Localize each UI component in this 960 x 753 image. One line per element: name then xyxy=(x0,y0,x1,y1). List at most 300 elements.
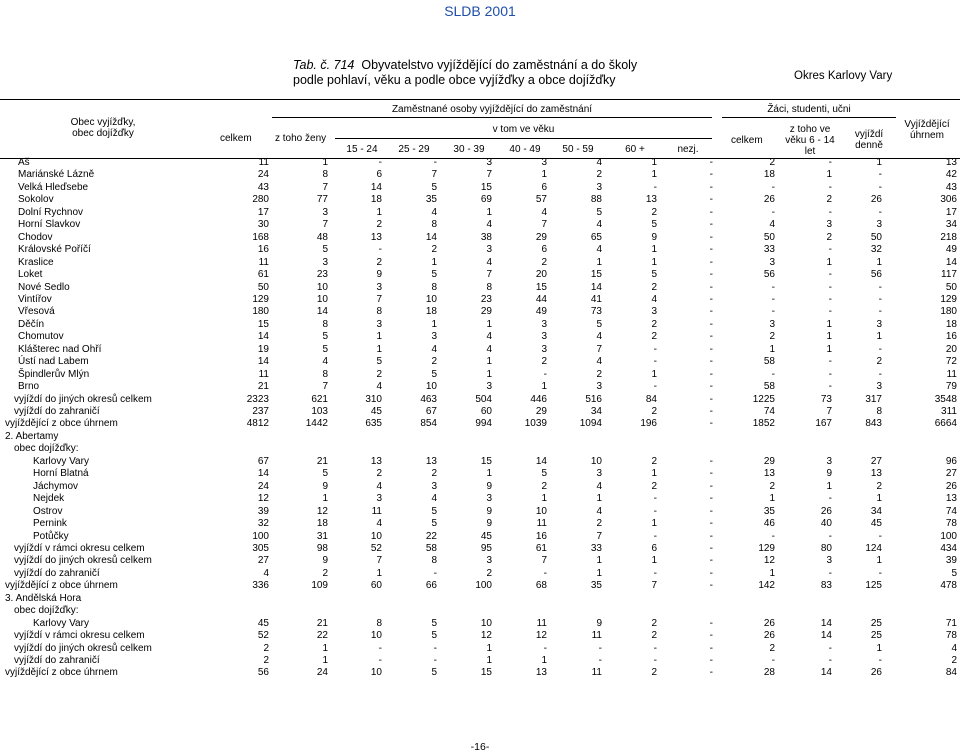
cell-col-11: 2 xyxy=(826,231,832,243)
cell-col-3: 1 xyxy=(376,206,382,218)
cell-col-11: - xyxy=(828,567,832,579)
table-row xyxy=(0,319,960,331)
cell-col-8: 1 xyxy=(651,256,657,268)
cell-col-3: - xyxy=(378,642,382,654)
table-row xyxy=(0,493,960,505)
cell-col-2: 18 xyxy=(316,518,328,530)
table-row xyxy=(0,555,960,567)
cell-col-2: 24 xyxy=(316,667,328,679)
cell-col-4: - xyxy=(433,567,437,579)
cell-col-2: 77 xyxy=(316,194,328,206)
cell-col-3: 18 xyxy=(370,194,382,206)
cell-col-9: - xyxy=(709,480,713,492)
cell-col-2: 1 xyxy=(322,655,328,666)
cell-col-13: 4 xyxy=(951,642,957,654)
cell-col-13: 306 xyxy=(940,194,957,206)
cell-col-7: 88 xyxy=(590,194,602,206)
cell-col-11: 1 xyxy=(826,331,832,343)
cell-col-12: - xyxy=(878,181,882,193)
cell-col-13: 11 xyxy=(946,368,957,380)
cell-col-1: 4812 xyxy=(246,418,269,430)
col-header-celkem: celkem xyxy=(220,133,252,144)
cell-col-8: 1 xyxy=(651,368,657,380)
cell-col-1: 24 xyxy=(257,169,269,181)
cell-col-5: 12 xyxy=(480,630,492,642)
row-label: Kraslice xyxy=(18,256,54,268)
cell-col-5: 994 xyxy=(475,418,492,430)
cell-col-6: 446 xyxy=(530,393,547,405)
cell-col-1: 50 xyxy=(257,281,269,293)
cell-col-10: 33 xyxy=(763,244,775,256)
cell-col-13: 13 xyxy=(945,157,957,168)
cell-col-4: 2 xyxy=(431,468,437,480)
cell-col-4: 35 xyxy=(425,194,437,206)
cell-col-8: 1 xyxy=(651,169,657,181)
cell-col-5: 3 xyxy=(486,493,492,505)
cell-col-13: 2 xyxy=(951,655,957,666)
cell-col-8: - xyxy=(653,356,657,368)
cell-col-6: - xyxy=(543,368,547,380)
cell-col-7: 34 xyxy=(590,406,602,417)
cell-col-1: 15 xyxy=(257,318,269,330)
cell-col-11: 1 xyxy=(826,480,832,492)
cell-col-7: 33 xyxy=(590,542,602,554)
cell-col-1: 16 xyxy=(257,244,269,256)
cell-col-8: 2 xyxy=(651,318,657,330)
cell-col-4: 4 xyxy=(431,493,437,505)
age-25-29: 25 - 29 xyxy=(398,144,430,155)
cell-col-13: 20 xyxy=(945,343,957,355)
cell-col-2: 21 xyxy=(316,617,328,629)
cell-col-12: 26 xyxy=(870,194,882,206)
row-label: Chomutov xyxy=(18,331,64,343)
row-label: Mariánské Lázně xyxy=(18,169,95,181)
cell-col-11: - xyxy=(828,269,832,281)
age-group-header: v tom ve věku xyxy=(492,124,555,135)
cell-col-8: 3 xyxy=(651,306,657,318)
table-row xyxy=(0,194,960,206)
cell-col-10: 50 xyxy=(763,231,775,243)
cell-col-8: 9 xyxy=(651,231,657,243)
cell-col-7: 3 xyxy=(596,468,602,480)
cell-col-6: 20 xyxy=(535,269,547,281)
cell-col-5: 15 xyxy=(480,181,492,193)
cell-col-9: - xyxy=(709,642,713,654)
cell-col-8: - xyxy=(653,655,657,666)
cell-col-11: - xyxy=(828,206,832,218)
cell-col-3: 1 xyxy=(376,331,382,343)
cell-col-2: 22 xyxy=(316,630,328,642)
cell-col-1: 14 xyxy=(257,468,269,480)
cell-col-4: 5 xyxy=(431,269,437,281)
cell-col-7: 1 xyxy=(596,567,602,579)
table-row xyxy=(0,269,960,281)
cell-col-8: 2 xyxy=(651,455,657,467)
cell-col-6: 7 xyxy=(541,555,547,567)
cell-col-7: 2 xyxy=(596,169,602,181)
cell-col-7: 65 xyxy=(590,231,602,243)
cell-col-13: 43 xyxy=(945,181,957,193)
cell-col-10: 1852 xyxy=(752,418,775,430)
cell-col-1: 17 xyxy=(257,206,269,218)
cell-col-2: 1 xyxy=(322,493,328,505)
cell-col-7: 15 xyxy=(590,269,602,281)
row-label: Ústí nad Labem xyxy=(18,356,89,368)
cell-col-7: 7 xyxy=(596,530,602,542)
cell-col-3: 5 xyxy=(376,356,382,368)
table-row xyxy=(0,381,960,393)
cell-col-2: 8 xyxy=(322,318,328,330)
cell-col-7: 2 xyxy=(596,518,602,530)
cell-col-5: 15 xyxy=(480,455,492,467)
cell-col-8: - xyxy=(653,343,657,355)
cell-col-5: 100 xyxy=(475,580,492,592)
cell-col-10: - xyxy=(771,281,775,293)
cell-col-10: 1 xyxy=(769,493,775,505)
cell-col-12: 56 xyxy=(870,269,882,281)
cell-col-10: 2 xyxy=(769,157,775,168)
cell-col-8: 1 xyxy=(651,244,657,256)
cell-col-13: 49 xyxy=(945,244,957,256)
cell-col-8: 6 xyxy=(651,542,657,554)
cell-col-9: - xyxy=(709,542,713,554)
cell-col-6: 1 xyxy=(541,381,547,393)
table-row xyxy=(0,481,960,493)
cell-col-8: - xyxy=(653,381,657,393)
cell-col-11: 26 xyxy=(820,505,832,517)
cell-col-13: 434 xyxy=(940,542,957,554)
cell-col-13: 16 xyxy=(945,331,957,343)
cell-col-11: - xyxy=(828,493,832,505)
cell-col-1: 19 xyxy=(257,343,269,355)
cell-col-10: 129 xyxy=(758,542,775,554)
cell-col-9: - xyxy=(709,505,713,517)
cell-col-8: 2 xyxy=(651,281,657,293)
cell-col-3: 8 xyxy=(376,306,382,318)
cell-col-9: - xyxy=(709,231,713,243)
cell-col-13: 74 xyxy=(945,505,957,517)
cell-col-2: 2 xyxy=(322,567,328,579)
cell-col-5: 3 xyxy=(486,381,492,393)
cell-col-13: 311 xyxy=(941,406,957,417)
cell-col-3: 10 xyxy=(370,530,382,542)
cell-col-11: 40 xyxy=(820,518,832,530)
cell-col-6: 61 xyxy=(535,542,547,554)
cell-col-4: 1 xyxy=(431,318,437,330)
table-row xyxy=(0,418,960,430)
row-label: Aš xyxy=(18,157,30,168)
cell-col-5: 29 xyxy=(480,306,492,318)
cell-col-10: 35 xyxy=(763,505,775,517)
cell-col-5: 1 xyxy=(486,642,492,654)
cell-col-5: 1 xyxy=(486,318,492,330)
cell-col-10: - xyxy=(771,655,775,666)
cell-col-4: 4 xyxy=(431,343,437,355)
cell-col-9: - xyxy=(709,567,713,579)
cell-col-4: 66 xyxy=(425,580,437,592)
cell-col-10: 1 xyxy=(769,567,775,579)
cell-col-1: 27 xyxy=(257,555,269,567)
cell-col-4: 5 xyxy=(431,518,437,530)
cell-col-1: 4 xyxy=(263,567,269,579)
cell-col-10: - xyxy=(771,293,775,305)
table-number: Tab. č. 714 xyxy=(293,58,355,72)
cell-col-12: 1 xyxy=(876,642,882,654)
cell-col-3: 13 xyxy=(370,455,382,467)
cell-col-10: 56 xyxy=(763,269,775,281)
cell-col-8: - xyxy=(653,181,657,193)
table-row xyxy=(0,643,960,655)
table-row xyxy=(0,369,960,381)
cell-col-4: 4 xyxy=(431,206,437,218)
cell-col-3: 4 xyxy=(376,381,382,393)
cell-col-8: 2 xyxy=(651,406,657,417)
cell-col-2: 3 xyxy=(322,256,328,268)
cell-col-8: 1 xyxy=(651,468,657,480)
cell-col-5: 15 xyxy=(480,667,492,679)
cell-col-2: 21 xyxy=(316,455,328,467)
table-row xyxy=(0,244,960,256)
cell-col-9: - xyxy=(709,281,713,293)
row-label: 3. Andělská Hora xyxy=(5,592,82,604)
table-row xyxy=(0,356,960,368)
cell-col-3: 14 xyxy=(370,181,382,193)
cell-col-6: 29 xyxy=(535,406,547,417)
row-label: Horní Blatná xyxy=(33,468,89,480)
cell-col-10: - xyxy=(771,181,775,193)
cell-col-8: 2 xyxy=(651,480,657,492)
cell-col-2: 3 xyxy=(322,206,328,218)
row-label: vyjíždějící z obce úhrnem xyxy=(5,667,118,679)
table-row xyxy=(0,169,960,181)
cell-col-5: 3 xyxy=(486,157,492,168)
cell-col-7: 10 xyxy=(590,455,602,467)
row-label: vyjíždějící z obce úhrnem xyxy=(5,418,118,430)
row-label: vyjíždí do jiných okresů celkem xyxy=(14,642,152,654)
cell-col-5: 10 xyxy=(480,617,492,629)
cell-col-11: 83 xyxy=(820,580,832,592)
cell-col-11: 14 xyxy=(820,667,832,679)
cell-col-1: 56 xyxy=(257,667,269,679)
cell-col-10: 1 xyxy=(769,343,775,355)
cell-col-4: 8 xyxy=(431,219,437,231)
cell-col-12: - xyxy=(878,567,882,579)
cell-col-2: 98 xyxy=(316,542,328,554)
cell-col-10: 26 xyxy=(763,630,775,642)
cell-col-13: 117 xyxy=(941,269,957,281)
table-row xyxy=(0,207,960,219)
employed-group-header: Zaměstnané osoby vyjíždějící do zaměstnání xyxy=(391,104,593,115)
cell-col-5: 7 xyxy=(486,169,492,181)
cell-col-1: 67 xyxy=(257,455,269,467)
cell-col-10: 4 xyxy=(769,219,775,231)
cell-col-12: 1 xyxy=(876,331,882,343)
cell-col-6: 3 xyxy=(541,318,547,330)
age-40-49: 40 - 49 xyxy=(509,144,541,155)
title-line-2: podle pohlaví, věku a podle obce vyjížďky a obce dojížďky xyxy=(293,73,616,87)
cell-col-11: 80 xyxy=(820,542,832,554)
cell-col-4: 2 xyxy=(431,356,437,368)
cell-col-6: 11 xyxy=(536,617,547,629)
cell-col-8: 2 xyxy=(651,630,657,642)
cell-col-6: 4 xyxy=(541,206,547,218)
cell-col-4: 8 xyxy=(431,555,437,567)
cell-col-8: 5 xyxy=(651,269,657,281)
cell-col-3: 310 xyxy=(365,393,382,405)
cell-col-13: 79 xyxy=(945,381,957,393)
cell-col-2: 7 xyxy=(322,181,328,193)
row-label: Nejdek xyxy=(33,493,65,505)
cell-col-11: - xyxy=(828,181,832,193)
cell-col-4: 3 xyxy=(431,331,437,343)
cell-col-4: 5 xyxy=(431,368,437,380)
cell-col-10: - xyxy=(771,306,775,318)
table-row xyxy=(0,618,960,630)
cell-col-5: 2 xyxy=(486,567,492,579)
cell-col-5: 3 xyxy=(486,244,492,256)
cell-col-3: 4 xyxy=(376,518,382,530)
cell-col-4: 22 xyxy=(425,530,437,542)
cell-col-1: 129 xyxy=(252,293,269,305)
cell-col-3: 11 xyxy=(371,505,382,517)
cell-col-5: 7 xyxy=(486,269,492,281)
row-label: Horní Slavkov xyxy=(18,219,81,231)
cell-col-9: - xyxy=(709,468,713,480)
cell-col-5: 9 xyxy=(486,480,492,492)
cell-col-12: 25 xyxy=(870,630,882,642)
cell-col-3: 2 xyxy=(376,219,382,231)
cell-col-4: 5 xyxy=(431,505,437,517)
col-header-women: z toho ženy xyxy=(275,133,327,144)
cell-col-3: 9 xyxy=(376,269,382,281)
cell-col-9: - xyxy=(709,244,713,256)
cell-col-3: 60 xyxy=(370,580,382,592)
cell-col-5: 4 xyxy=(486,343,492,355)
cell-col-2: 621 xyxy=(311,393,328,405)
cell-col-1: 30 xyxy=(257,219,269,231)
table-row xyxy=(0,306,960,318)
cell-col-7: 4 xyxy=(596,157,602,168)
cell-col-2: 12 xyxy=(316,505,328,517)
cell-col-9: - xyxy=(709,343,713,355)
cell-col-11: 14 xyxy=(820,617,832,629)
table-row xyxy=(0,468,960,480)
table-row xyxy=(0,294,960,306)
table-row xyxy=(0,394,960,406)
row-label: Karlovy Vary xyxy=(33,617,89,629)
cell-col-7: 11 xyxy=(591,630,602,642)
row-label: Sokolov xyxy=(18,194,54,206)
cell-col-9: - xyxy=(709,617,713,629)
cell-col-4: 5 xyxy=(431,181,437,193)
cell-col-10: 29 xyxy=(763,455,775,467)
cell-col-9: - xyxy=(709,219,713,231)
table-row xyxy=(0,667,960,679)
cell-col-1: 280 xyxy=(252,194,269,206)
cell-col-6: 6 xyxy=(541,181,547,193)
cell-col-10: - xyxy=(771,368,775,380)
cell-col-12: - xyxy=(878,343,882,355)
cell-col-6: 6 xyxy=(541,244,547,256)
cell-col-6: - xyxy=(543,642,547,654)
cell-col-7: 5 xyxy=(596,318,602,330)
row-label: Brno xyxy=(18,381,40,393)
cell-col-3: 45 xyxy=(370,406,382,417)
cell-col-3: 2 xyxy=(376,368,382,380)
cell-col-5: 8 xyxy=(486,281,492,293)
header-top-rule xyxy=(0,99,960,100)
student-group-header: Žáci, studenti, učni xyxy=(767,104,851,115)
cell-col-12: - xyxy=(878,281,882,293)
cell-col-11: - xyxy=(828,281,832,293)
cell-col-6: 1 xyxy=(541,493,547,505)
cell-col-4: - xyxy=(433,642,437,654)
cell-col-1: 100 xyxy=(252,530,269,542)
table-row xyxy=(0,580,960,592)
cell-col-1: 180 xyxy=(252,306,269,318)
cell-col-12: 317 xyxy=(865,393,882,405)
cell-col-6: 14 xyxy=(535,455,547,467)
cell-col-4: 5 xyxy=(431,617,437,629)
cell-col-1: 2 xyxy=(263,642,269,654)
cell-col-6: 68 xyxy=(535,580,547,592)
cell-col-12: 45 xyxy=(870,518,882,530)
cell-col-13: 5 xyxy=(951,567,957,579)
cell-col-1: 39 xyxy=(257,505,269,517)
cell-col-9: - xyxy=(709,518,713,530)
cell-col-6: 3 xyxy=(541,331,547,343)
cell-col-13: 71 xyxy=(945,617,957,629)
district-label: Okres Karlovy Vary xyxy=(794,70,893,82)
cell-col-2: 4 xyxy=(322,356,328,368)
cell-col-4: 7 xyxy=(431,169,437,181)
row-label: Chodov xyxy=(18,231,53,243)
cell-col-11: 3 xyxy=(826,555,832,567)
cell-col-11: 9 xyxy=(826,468,832,480)
cell-col-7: 5 xyxy=(596,206,602,218)
table-row xyxy=(0,630,960,642)
cell-col-2: 9 xyxy=(322,555,328,567)
row-label: Vřesová xyxy=(18,306,55,318)
cell-col-13: 26 xyxy=(945,480,957,492)
cell-col-9: - xyxy=(709,368,713,380)
cell-col-1: 24 xyxy=(257,480,269,492)
table-row xyxy=(0,157,960,169)
cell-col-1: 14 xyxy=(257,356,269,368)
col-header-municipality: Obec vyjížďky, obec dojížďky xyxy=(70,117,136,139)
cell-col-13: 13 xyxy=(945,493,957,505)
cell-col-13: 78 xyxy=(945,630,957,642)
row-label: Špindlerův Mlýn xyxy=(18,368,90,380)
cell-col-3: 3 xyxy=(376,318,382,330)
cell-col-10: 58 xyxy=(763,356,775,368)
row-label: Potůčky xyxy=(33,530,69,542)
cell-col-13: 129 xyxy=(940,293,957,305)
cell-col-12: 26 xyxy=(870,667,882,679)
cell-col-3: 7 xyxy=(376,555,382,567)
cell-col-4: 13 xyxy=(425,455,437,467)
cell-col-7: 4 xyxy=(596,356,602,368)
cell-col-10: 2 xyxy=(769,331,775,343)
cell-col-4: 8 xyxy=(431,281,437,293)
cell-col-4: 58 xyxy=(425,542,437,554)
cell-col-7: 41 xyxy=(590,293,602,305)
cell-col-4: 14 xyxy=(425,231,437,243)
table-row xyxy=(0,568,960,580)
cell-col-12: - xyxy=(878,293,882,305)
cell-col-5: 1 xyxy=(486,468,492,480)
cell-col-7: 1094 xyxy=(579,418,602,430)
